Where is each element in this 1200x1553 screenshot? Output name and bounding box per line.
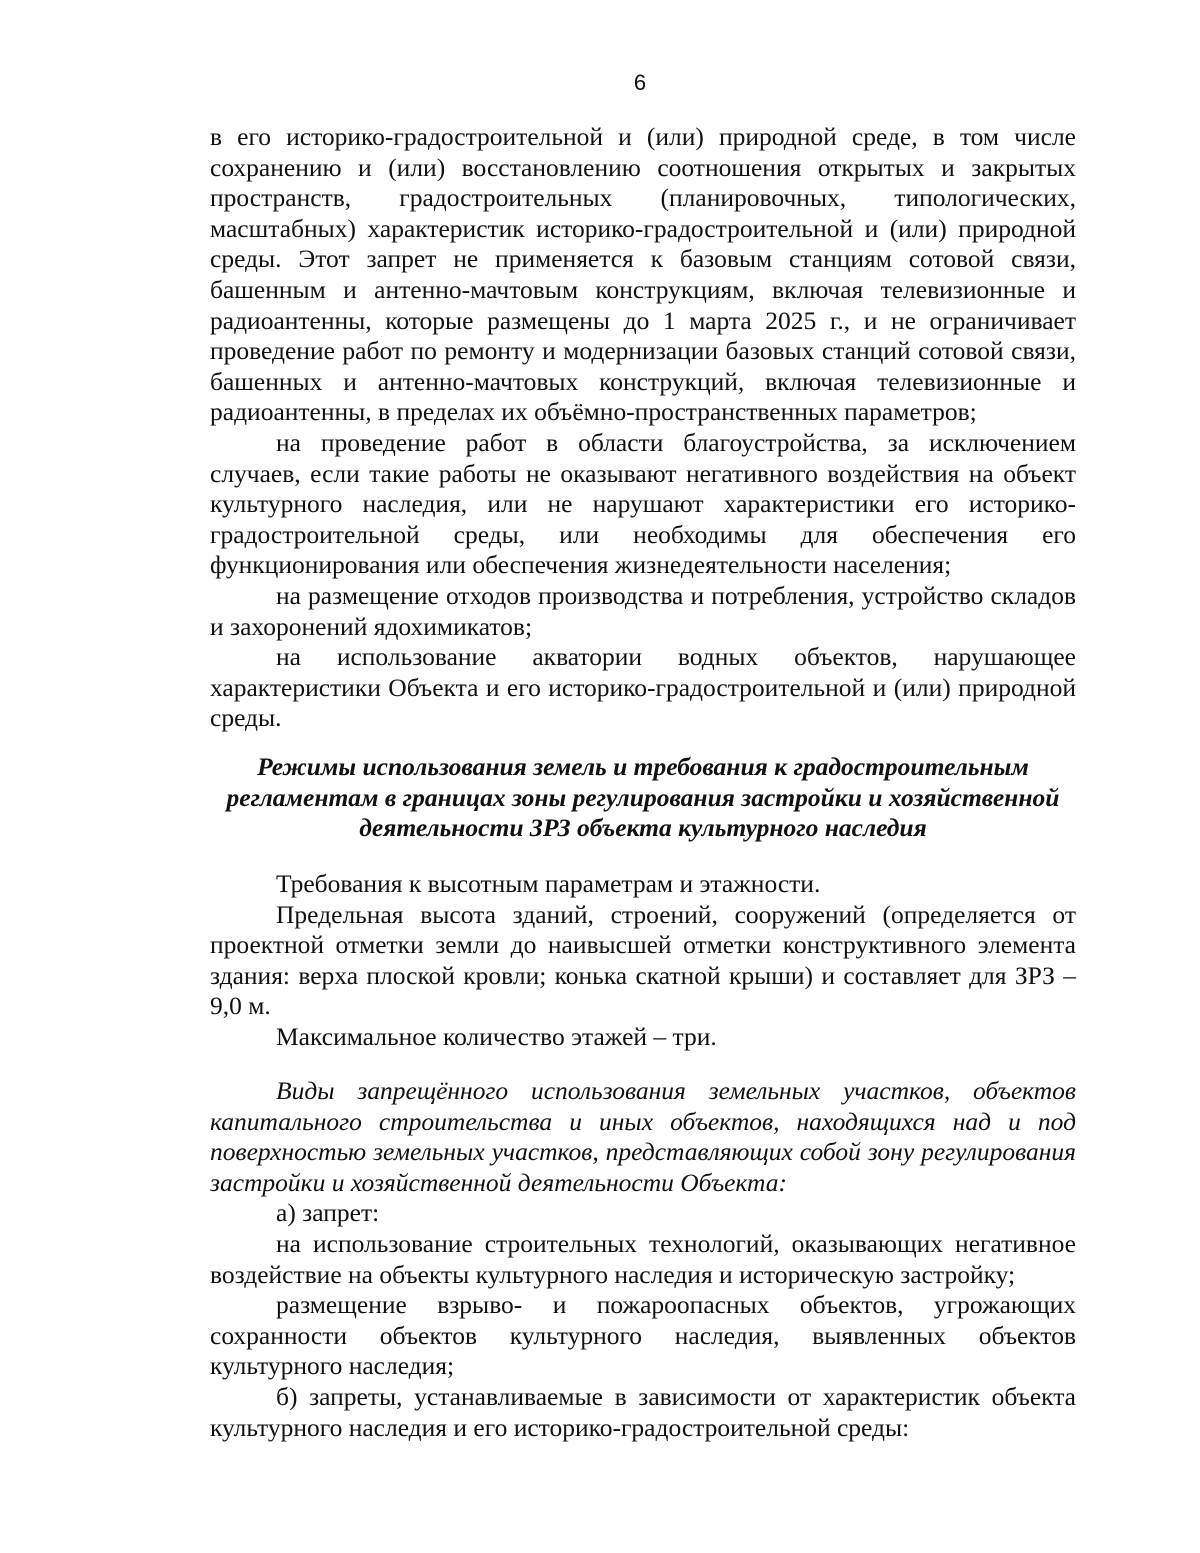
intro-text-block	[210, 122, 1076, 734]
page-number: 6	[633, 70, 647, 95]
paragraph-item-a: а) запрет:	[276, 1198, 380, 1228]
paragraph-prohibited-uses-intro: Виды запрещённого использования земельных участков, объектов капитального строительства и иных объектов, находящихся над и под поверхностью земельных участков, представляющих собой зону регулирования застройки и хозяйственной деятельности Объекта:	[210, 1076, 1076, 1197]
height-requirements-block	[210, 869, 1076, 1053]
paragraph-max-floors: Максимальное количество этажей – три.	[276, 1021, 717, 1051]
section-heading: Режимы использования земель и требования к градостроительным регламентам в границах зоны регулирования застройки и хозяйственной деятельности ЗРЗ объекта культурного наследия	[226, 752, 1060, 842]
paragraph-waste-ban: на размещение отходов производства и потребления, устройство складов и захоронений ядохимикатов;	[210, 580, 1076, 641]
paragraph-item-b: б) запреты, устанавливаемые в зависимости от характеристик объекта культурного наследия и его историко-градостроительной среды:	[210, 1381, 1076, 1442]
paragraph-water-area-ban: на использование акватории водных объектов, нарушающее характеристики Объекта и его историко-градостроительной и (или) природной среды.	[210, 642, 1076, 733]
paragraph-landscaping-ban: на проведение работ в области благоустройства, за исключением случаев, если такие работы не оказывают негативного воздействия на объект культурного наследия, или не нарушают характеристики его историко-градостроительной среды, или необходимы для обеспечения его функционирования или обеспечения жизнедеятельности населения;	[210, 427, 1076, 580]
paragraph-max-height: Предельная высота зданий, строений, сооружений (определяется от проектной отметки земли до наивысшей отметки конструктивного элемента здания: верха плоской кровли; конька скатной крыши) и составляет для ЗРЗ – 9,0 м.	[210, 899, 1076, 1021]
prohibited-uses-block	[210, 1076, 1076, 1443]
paragraph-explosive-objects-ban: размещение взрыво- и пожароопасных объектов, угрожающих сохранности объектов культурного наследия, выявленных объектов культурного наследия;	[210, 1290, 1076, 1381]
paragraph-height-requirements-title: Требования к высотным параметрам и этажности.	[276, 869, 821, 898]
paragraph-cell-tower-exception: в его историко-градостроительной и (или) природной среде, в том числе сохранению и (или) восстановлению соотношения открытых и закрытых пространств, градостроительных (планировочных, типологических, масштабных) характеристик историко-градостроительной и (или) природной среды. Этот запрет не применяется к базовым станциям сотовой связи, башенным и антенно-мачтовым конструкциям, включая телевизионные и радиоантенны, которые размещены до 1 марта 2025 г., и не ограничивает проведение работ по ремонту и модернизации базовых станций сотовой связи, башенных и антенно-мачтовых конструкций, включая телевизионные и радиоантенны, в пределах их объёмно-пространственных параметров;	[210, 122, 1076, 427]
paragraph-construction-tech-ban: на использование строительных технологий, оказывающих негативное воздействие на объекты культурного наследия и историческую застройку;	[210, 1228, 1076, 1289]
